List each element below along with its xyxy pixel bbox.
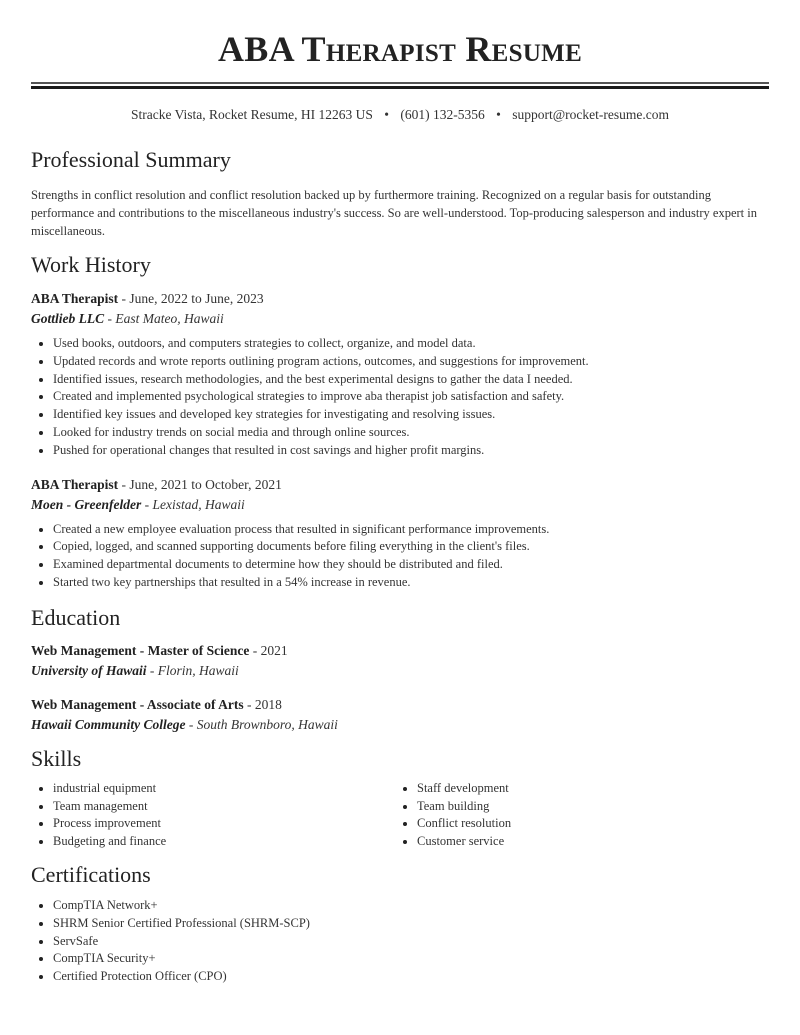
skills-columns [31,780,769,851]
education-section [31,604,769,735]
degree-name: Web Management - Master of Science [31,642,250,658]
contact-line [31,106,769,124]
list-item: Team management [53,798,395,816]
list-item: Certified Protection Officer (CPO) [53,968,769,986]
education-entry [31,695,769,735]
job-title-line [31,289,769,309]
school-location: - Florin, Hawaii [146,662,239,678]
list-item: Looked for industry trends on social media and through online sources. [53,424,769,442]
job-title-line [31,475,769,495]
skills-list-left [31,780,395,851]
list-item: industrial equipment [53,780,395,798]
list-item: Created and implemented psychological strategies to improve aba therapist job satisfaction and safety. [53,388,769,406]
skills-section [31,745,769,851]
section-heading-skills: Skills [31,745,82,771]
list-item: Conflict resolution [417,815,759,833]
list-item: Staff development [417,780,759,798]
summary-text: Strengths in conflict resolution and conflict resolution backed up by furthermore training. Recognized on a regular basis for outstanding performance and contributions to the miscellaneous industry's success. So are well-understood. Top-producing salesperson and industry expert in miscellaneous. [31,188,757,238]
certifications-list [31,897,769,986]
list-item: Updated records and wrote reports outlining program actions, outcomes, and suggestions for improvement. [53,353,769,371]
section-heading-education: Education [31,604,121,630]
list-item: Budgeting and finance [53,833,395,851]
contact-address: Stracke Vista, Rocket Resume, HI 12263 US [130,107,373,122]
degree-name: Web Management - Associate of Arts [31,696,244,712]
section-heading-work-history: Work History [31,252,151,277]
list-item: Created a new employee evaluation process that resulted in significant performance improvements. [53,521,769,539]
school-line [31,661,769,681]
list-item: Started two key partnerships that resulted in a 54% increase in revenue. [53,574,769,592]
job-entry [31,475,769,592]
section-heading-summary: Professional Summary [31,147,231,172]
work-history-section [31,251,769,592]
bullet-separator-icon: • [496,107,501,122]
professional-summary-section [31,146,769,240]
list-item: Copied, logged, and scanned supporting documents before filing everything in the client's files. [53,538,769,556]
company-name: Gottlieb LLC [31,311,105,326]
company-line [31,309,769,329]
company-line [31,495,769,515]
list-item: SHRM Senior Certified Professional (SHRM-SCP) [53,915,769,933]
job-title: ABA Therapist [31,291,119,306]
header-divider-thick [31,86,769,89]
school-name: University of Hawaii [31,662,147,678]
list-item: ServSafe [53,933,769,951]
list-item: Used books, outdoors, and computers strategies to collect, organize, and model data. [53,335,769,353]
job-entry [31,289,769,460]
skills-list-right [395,780,759,851]
school-location: - South Brownboro, Hawaii [185,716,338,732]
job-title: ABA Therapist [31,476,119,492]
education-entry [31,641,769,681]
school-line [31,715,769,735]
bullet-separator-icon: • [384,107,389,122]
school-name: Hawaii Community College [31,716,186,732]
company-location: - East Mateo, Hawaii [104,311,224,326]
company-name: Moen - Greenfelder [31,496,142,512]
list-item: Process improvement [53,815,395,833]
degree-line [31,641,769,661]
contact-phone: (601) 132-5356 [400,107,485,122]
list-item: Team building [417,798,759,816]
contact-email[interactable]: support@rocket-resume.com [512,107,669,122]
list-item: Pushed for operational changes that resulted in cost savings and higher profit margins. [53,442,769,460]
degree-line [31,695,769,715]
list-item: CompTIA Security+ [53,950,769,968]
graduation-year: - 2018 [243,696,282,712]
section-heading-certifications: Certifications [31,861,151,887]
job-dates: - June, 2021 to October, 2021 [118,476,282,492]
graduation-year: - 2021 [249,642,288,658]
job-dates: - June, 2022 to June, 2023 [118,291,264,306]
resume-title: ABA Therapist Resume [217,29,583,69]
list-item: Examined departmental documents to determine how they should be distributed and filed. [53,556,769,574]
list-item: Identified key issues and developed key strategies for investigating and resolving issues. [53,406,769,424]
list-item: Customer service [417,833,759,851]
job-duties-list [31,335,769,460]
certifications-section [31,861,769,986]
list-item: Identified issues, research methodologies, and the best experimental designs to gather the data I needed. [53,371,769,389]
job-duties-list [31,521,769,592]
company-location: - Lexistad, Hawaii [141,496,245,512]
list-item: CompTIA Network+ [53,897,769,915]
header-divider-thin [31,82,769,84]
